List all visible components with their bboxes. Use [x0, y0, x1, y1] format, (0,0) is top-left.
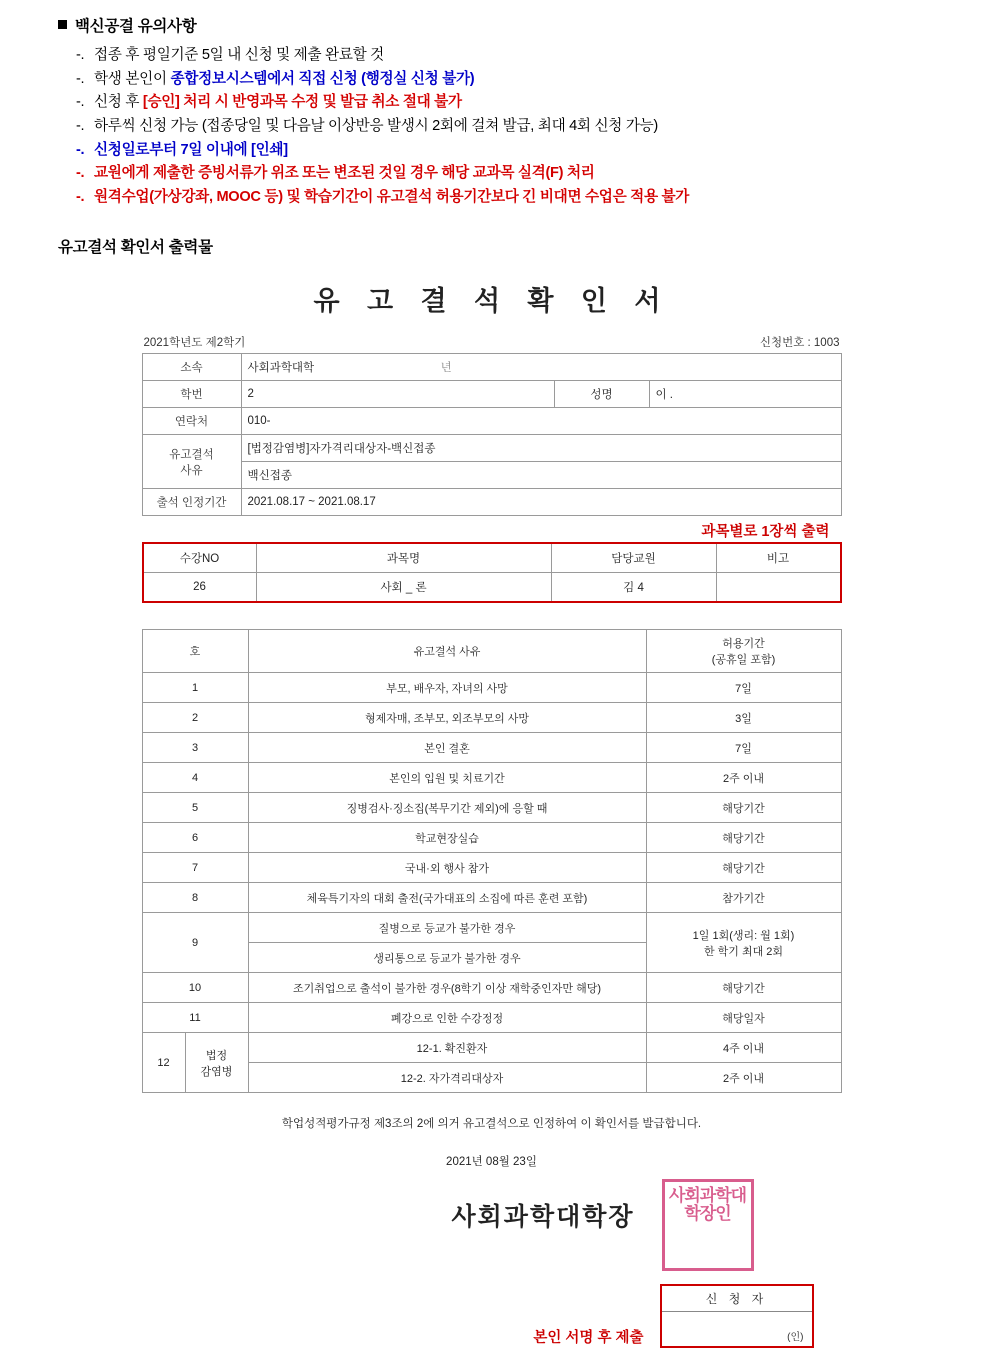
- table-row: [142, 381, 841, 408]
- seal-paren-label: (인): [787, 1332, 804, 1344]
- reason-no: 7: [142, 853, 248, 883]
- notice-item-text: 교원에게 제출한 증빙서류가 위조 또는 변조된 것일 경우 해당 교과목 실격(F) 처리: [94, 165, 595, 182]
- duration-line2: (공휴일 포함): [711, 654, 776, 667]
- reason-label-line2: 사유: [180, 464, 203, 477]
- reason-text: 폐강으로 인한 수강정정: [248, 1003, 646, 1033]
- per-course-note: 과목별로 1장씩 출력: [701, 524, 830, 541]
- period-label: 출석 인정기간: [142, 489, 241, 516]
- table-row: [142, 462, 841, 489]
- reason-no: 5: [142, 793, 248, 823]
- reason-duration: [646, 913, 841, 973]
- period-value: 2021.08.17 ~ 2021.08.17: [241, 489, 841, 516]
- signer-title: 사회과학대학장: [451, 1203, 635, 1232]
- list-item: [76, 91, 963, 115]
- reason-no: 9: [142, 913, 248, 973]
- certificate: [142, 279, 842, 1364]
- notice-item-text: 원격수업(가상강좌, MOOC 등) 및 학습기간이 유고결석 허용기간보다 긴 비대면 수업은 적용 불가: [94, 188, 690, 205]
- table-row: [142, 883, 841, 913]
- reason-text: 12-1. 확진환자: [248, 1033, 646, 1063]
- table-row: [142, 913, 841, 943]
- name-label: 성명: [554, 381, 649, 408]
- reason-subgroup-label: [185, 1033, 248, 1093]
- reason-duration: 7일: [646, 673, 841, 703]
- duration-line1: 허용기간: [722, 638, 765, 651]
- reason-text: 12-2. 자가격리대상자: [248, 1063, 646, 1093]
- certificate-meta-row: [142, 334, 842, 353]
- reason-text: 징병검사·징소집(복무기간 제외)에 응할 때: [248, 793, 646, 823]
- table-row: [142, 489, 841, 516]
- table-row: [142, 973, 841, 1003]
- list-item: [76, 115, 963, 139]
- table-row: [142, 408, 841, 435]
- certificate-title: 유 고 결 석 확 인 서: [313, 286, 670, 318]
- notice-item-prefix: 신청 후: [94, 94, 143, 111]
- course-table: [142, 542, 842, 603]
- list-dash: -.: [76, 165, 85, 182]
- reason-no: 6: [142, 823, 248, 853]
- course-header-name: 과목명: [256, 543, 551, 573]
- student-no-label: 학번: [142, 381, 241, 408]
- reason-no: 1: [142, 673, 248, 703]
- issuance-statement: 학업성적평가규정 제3조의 2에 의거 유고결석으로 인정하여 이 확인서를 발급합니다.: [281, 1118, 702, 1131]
- notice-item-emphasis: [승인] 처리 시 반영과목 수정 및 발급 취소 절대 불가: [142, 94, 462, 111]
- list-dash: -.: [76, 141, 85, 158]
- reason-header-duration: [646, 630, 841, 673]
- reason-text: 체육특기자의 대회 출전(국가대표의 소집에 따른 훈련 포함): [248, 883, 646, 913]
- list-item: [76, 44, 963, 68]
- contact-label: 연락처: [142, 408, 241, 435]
- reason-value-2: 백신접종: [241, 462, 841, 489]
- reason-duration: 참가기간: [646, 883, 841, 913]
- reason-no: 3: [142, 733, 248, 763]
- reason-text: 부모, 배우자, 자녀의 사망: [248, 673, 646, 703]
- reason-text: 본인 결혼: [248, 733, 646, 763]
- affiliation-value: [241, 354, 841, 381]
- table-row: [142, 703, 841, 733]
- reason-text: 학교현장실습: [248, 823, 646, 853]
- reason-duration: 해당기간: [646, 793, 841, 823]
- list-item: [76, 186, 963, 210]
- list-item: [76, 68, 963, 92]
- course-header-note: 비고: [716, 543, 841, 573]
- list-dash: -.: [76, 94, 85, 111]
- table-row: [142, 793, 841, 823]
- student-no-value: 2: [241, 381, 554, 408]
- notice-heading-label: 백신공결 유의사항: [75, 18, 197, 35]
- subgroup-line2: 감염병: [200, 1065, 233, 1078]
- reason-text: 질병으로 등교가 불가한 경우: [248, 913, 646, 943]
- applicant-box-body: [662, 1312, 812, 1346]
- reason-no: 11: [142, 1003, 248, 1033]
- reason-value-1: [법정감염병]자가격리대상자-백신접종: [241, 435, 841, 462]
- reason-duration: 해당기간: [646, 853, 841, 883]
- reason-no: 12: [142, 1033, 185, 1093]
- notice-heading: [58, 14, 963, 36]
- list-dash: -.: [76, 47, 85, 63]
- reason-header-no: 호: [142, 630, 248, 673]
- duration-line2: 한 학기 최대 2회: [703, 945, 784, 958]
- notice-item-text: 접종 후 평일기준 5일 내 신청 및 제출 완료할 것: [94, 47, 384, 63]
- reason-header-reason: 유고결석 사유: [248, 630, 646, 673]
- reason-no: 4: [142, 763, 248, 793]
- notice-list: [76, 44, 963, 209]
- semester-label: 2021학년도 제2학기: [143, 337, 246, 350]
- course-cell-professor: 김 4: [551, 573, 716, 603]
- reason-duration: 해당기간: [646, 823, 841, 853]
- course-header-no: 수강NO: [143, 543, 257, 573]
- list-dash: -.: [76, 117, 85, 134]
- reason-duration: 3일: [646, 703, 841, 733]
- submit-note: 본인 서명 후 제출: [533, 1330, 644, 1347]
- reason-duration: 7일: [646, 733, 841, 763]
- affiliation-text: 사회과학대학: [247, 362, 315, 375]
- table-row: [142, 673, 841, 703]
- contact-value: 010-: [241, 408, 841, 435]
- table-row: [142, 853, 841, 883]
- table-row: [142, 1003, 841, 1033]
- table-row: [143, 573, 841, 603]
- student-info-table: [142, 353, 842, 516]
- subgroup-line1: 법정: [205, 1049, 228, 1062]
- official-seal-icon: 사회과학대학장인: [662, 1179, 754, 1271]
- reason-no: 2: [142, 703, 248, 733]
- reason-text: 조기취업으로 출석이 불가한 경우(8학기 이상 재학중인자만 해당): [248, 973, 646, 1003]
- table-row: [142, 823, 841, 853]
- notice-item-prefix: 학생 본인이: [94, 70, 171, 87]
- notice-item-emphasis: 종합정보시스템에서 직접 신청 (행정실 신청 불가): [170, 70, 475, 87]
- name-value: 이 .: [649, 381, 841, 408]
- course-cell-name: 사회 _ 론: [256, 573, 551, 603]
- list-dash: -.: [76, 70, 85, 87]
- reason-text: 형제자매, 조부모, 외조부모의 사망: [248, 703, 646, 733]
- square-bullet-icon: [58, 20, 67, 29]
- table-row: [142, 1033, 841, 1063]
- table-row: [142, 435, 841, 462]
- course-header-professor: 담당교원: [551, 543, 716, 573]
- reason-label: [142, 435, 241, 489]
- course-cell-note: [716, 573, 841, 603]
- signature-area: [142, 1179, 842, 1284]
- affiliation-label: 소속: [142, 354, 241, 381]
- list-item: [76, 162, 963, 186]
- reason-duration: 4주 이내: [646, 1033, 841, 1063]
- reason-reference-table: [142, 629, 842, 1093]
- table-header-row: [142, 630, 841, 673]
- table-header-row: [143, 543, 841, 573]
- course-cell-no: 26: [143, 573, 257, 603]
- affiliation-year: 년: [440, 362, 452, 375]
- reason-text: 본인의 입원 및 치료기간: [248, 763, 646, 793]
- list-dash: -.: [76, 188, 85, 205]
- notice-item-text: 신청일로부터 7일 이내에 [인쇄]: [94, 141, 288, 158]
- table-row: [142, 763, 841, 793]
- duration-line1: 1일 1회(생리: 월 1회): [692, 929, 795, 942]
- reason-duration: 해당기간: [646, 973, 841, 1003]
- reason-label-line1: 유고결석: [169, 448, 214, 461]
- reason-no: 10: [142, 973, 248, 1003]
- reason-text: 국내·외 행사 참가: [248, 853, 646, 883]
- reason-duration: 2주 이내: [646, 1063, 841, 1093]
- applicant-box-title: 신 청 자: [662, 1286, 812, 1312]
- reason-duration: 2주 이내: [646, 763, 841, 793]
- table-row: [142, 354, 841, 381]
- list-item: [76, 139, 963, 163]
- printout-heading-label: 유고결석 확인서 출력물: [58, 239, 213, 257]
- applicant-signature-box: [660, 1284, 814, 1348]
- reason-duration: 해당일자: [646, 1003, 841, 1033]
- applicant-area: [142, 1284, 842, 1364]
- notice-item-text: 하루씩 신청 가능 (접종당일 및 다음날 이상반응 발생시 2회에 걸쳐 발급, 최대 4회 신청 가능): [94, 117, 658, 134]
- reason-text-secondary: 생리통으로 등교가 불가한 경우: [248, 943, 646, 973]
- printout-heading: [58, 235, 963, 257]
- reason-no: 8: [142, 883, 248, 913]
- request-number: 신청번호 : 1003: [759, 337, 840, 350]
- table-row: [142, 733, 841, 763]
- issue-date: 2021년 08월 23일: [446, 1156, 537, 1169]
